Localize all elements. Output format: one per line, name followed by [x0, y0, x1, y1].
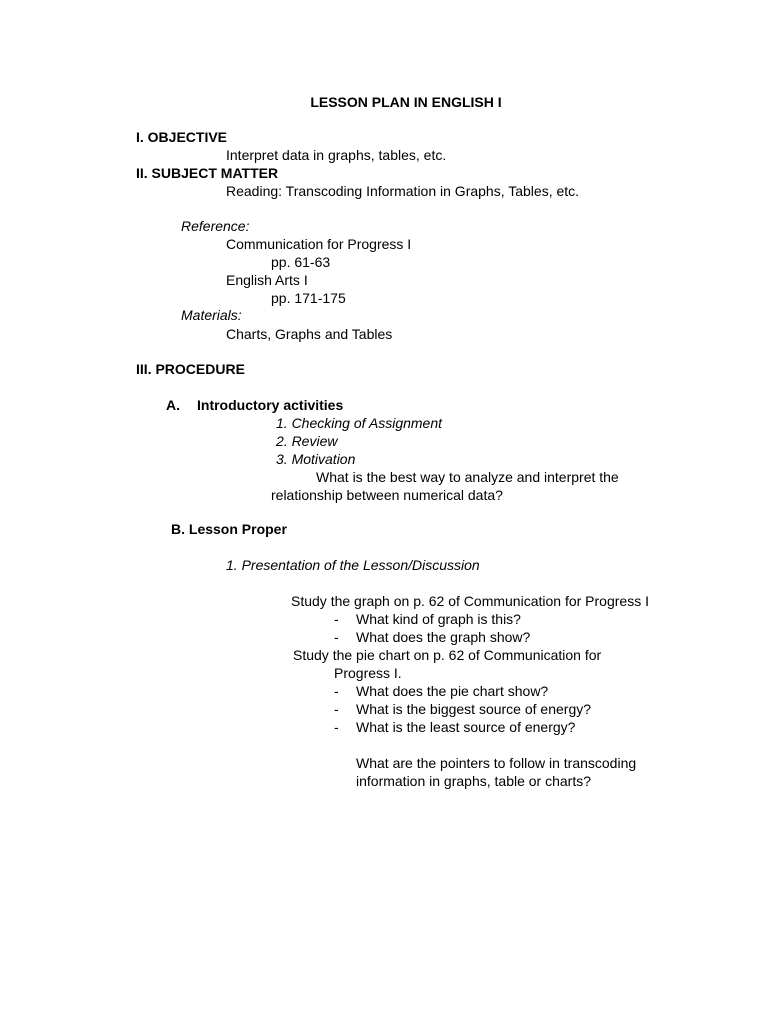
dash-bullet: -	[334, 629, 339, 645]
question-text: What does the graph show?	[356, 629, 531, 645]
motivation-question-line2: relationship between numerical data?	[271, 487, 503, 503]
question-text: What does the pie chart show?	[356, 683, 549, 699]
reference-pages: pp. 61-63	[271, 254, 331, 270]
list-item: 3. Motivation	[276, 451, 356, 467]
materials-label: Materials:	[181, 307, 242, 323]
dash-bullet: -	[334, 701, 339, 717]
materials-text: Charts, Graphs and Tables	[226, 326, 393, 342]
study-pie-chart-instruction-line2: Progress I.	[334, 665, 402, 681]
study-pie-chart-instruction-line1: Study the pie chart on p. 62 of Communication for	[293, 647, 602, 663]
intro-activities-heading	[166, 396, 343, 414]
dash-bullet: -	[334, 719, 339, 735]
list-item: 2. Review	[276, 433, 338, 449]
reference-pages: pp. 171-175	[271, 290, 346, 306]
presentation-heading: 1. Presentation of the Lesson/Discussion	[226, 557, 480, 573]
subject-matter-heading: II. SUBJECT MATTER	[136, 165, 279, 181]
question-item	[334, 610, 521, 628]
section-title: Introductory activities	[197, 397, 344, 413]
dash-bullet: -	[334, 683, 339, 699]
question-text: What kind of graph is this?	[356, 611, 521, 627]
list-item: 1. Checking of Assignment	[276, 415, 443, 431]
question-item	[334, 718, 575, 736]
question-text: What is the least source of energy?	[356, 719, 576, 735]
section-marker: A.	[166, 397, 180, 413]
dash-bullet: -	[334, 611, 339, 627]
question-item	[334, 682, 548, 700]
motivation-question-line1: What is the best way to analyze and interpret the	[316, 469, 619, 485]
document-title: LESSON PLAN IN ENGLISH I	[310, 94, 502, 110]
lesson-proper-heading: B. Lesson Proper	[171, 521, 287, 537]
question-item	[334, 628, 530, 646]
reference-label: Reference:	[181, 218, 250, 234]
reference-title: English Arts I	[226, 272, 308, 288]
objective-heading: I. OBJECTIVE	[136, 129, 228, 145]
pointers-question-line2: information in graphs, table or charts?	[356, 773, 592, 789]
reference-title: Communication for Progress I	[226, 236, 412, 252]
pointers-question-line1: What are the pointers to follow in transcoding	[356, 755, 637, 771]
subject-matter-text: Reading: Transcoding Information in Graphs, Tables, etc.	[226, 183, 580, 199]
objective-text: Interpret data in graphs, tables, etc.	[226, 147, 447, 163]
question-text: What is the biggest source of energy?	[356, 701, 592, 717]
study-graph-instruction: Study the graph on p. 62 of Communication for Progress I	[291, 593, 649, 609]
question-item	[334, 700, 591, 718]
procedure-heading: III. PROCEDURE	[136, 361, 245, 377]
